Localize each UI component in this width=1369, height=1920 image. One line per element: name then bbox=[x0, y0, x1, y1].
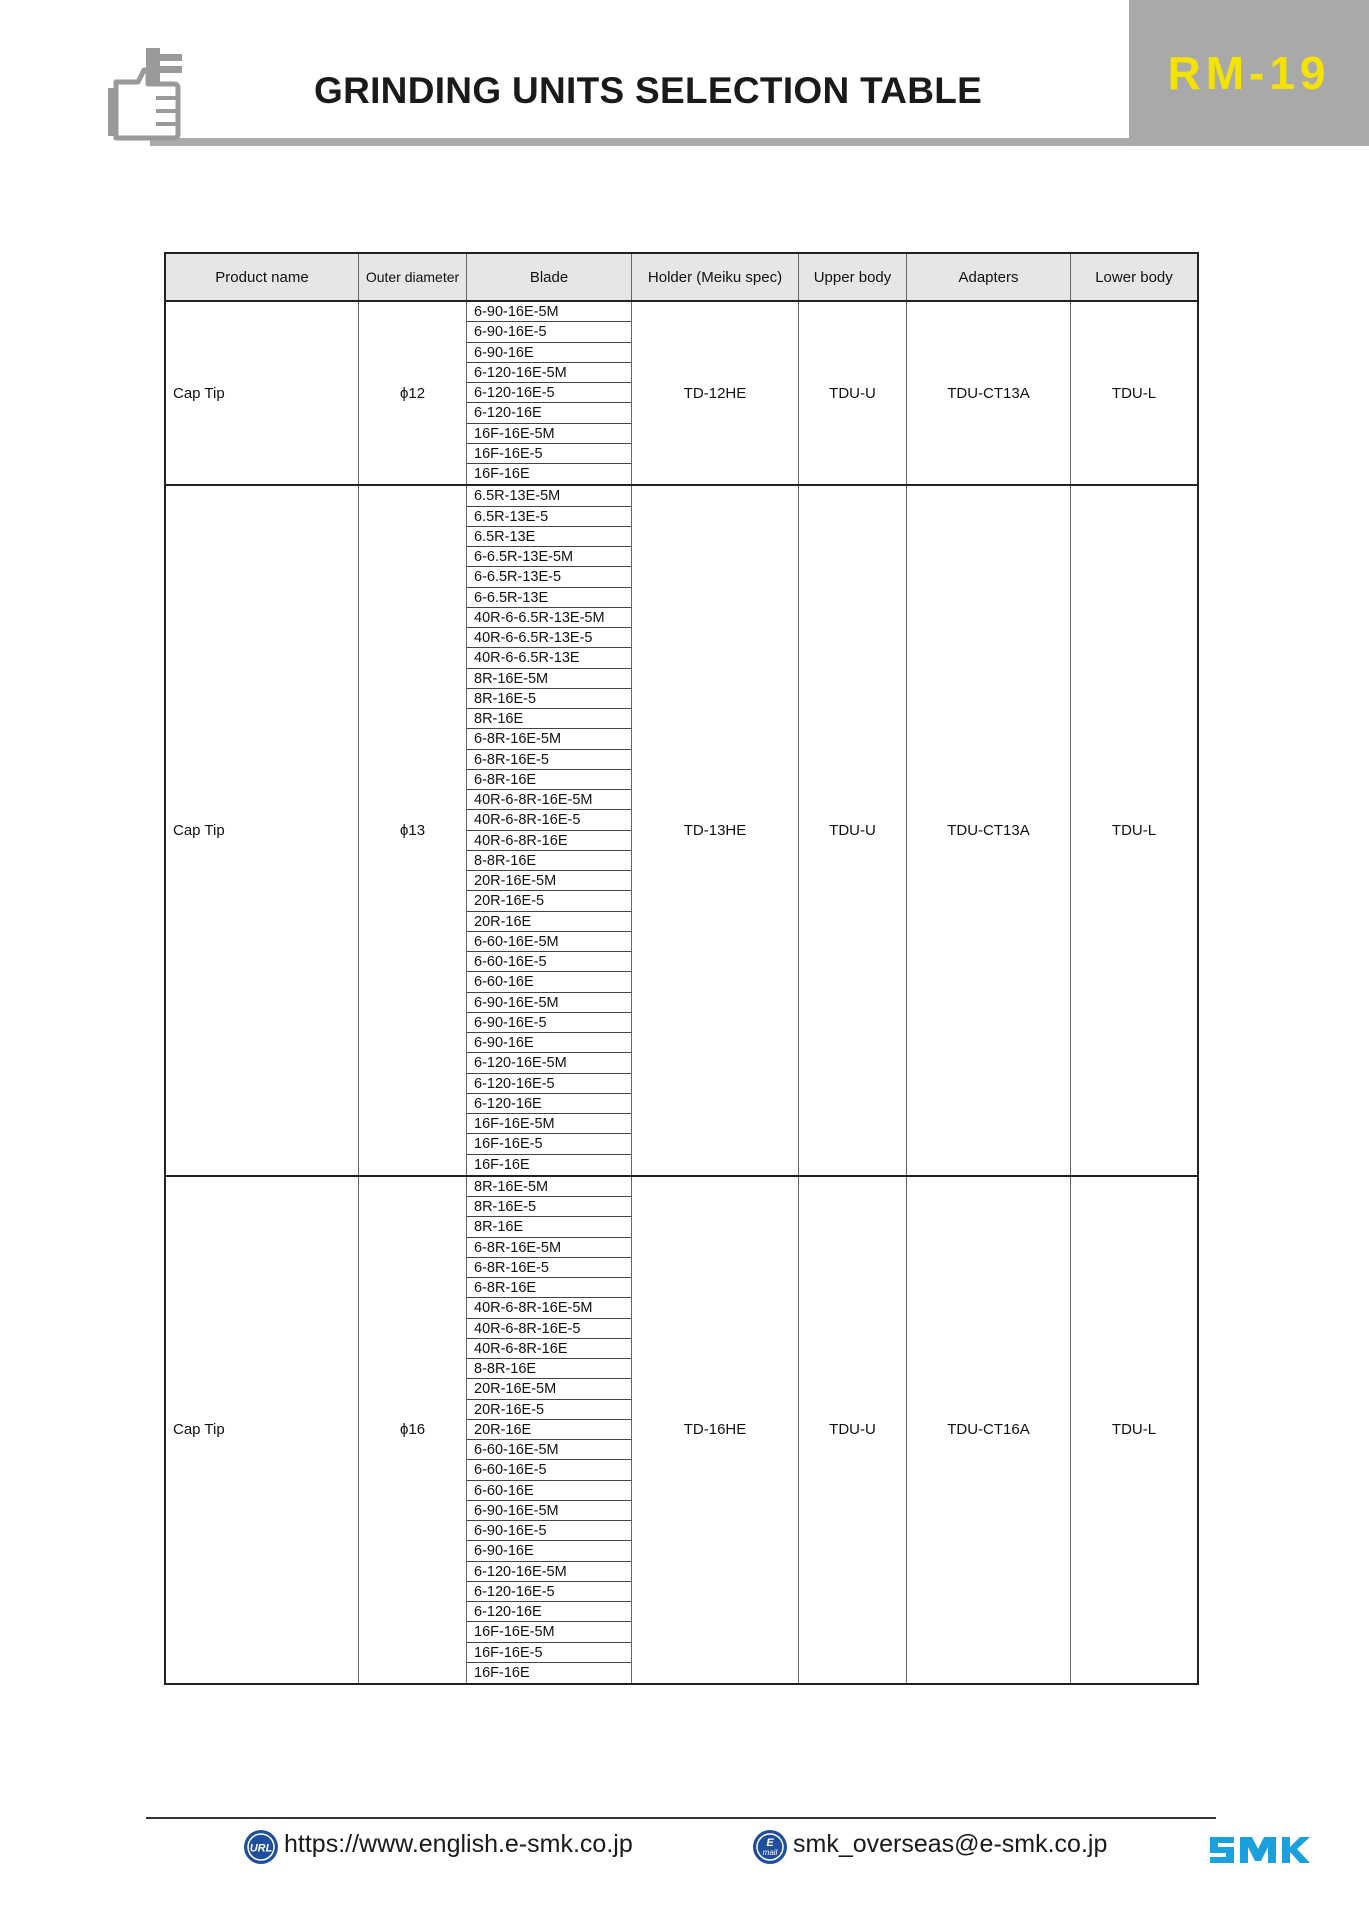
blade-item: 6-90-16E-5 bbox=[467, 1521, 631, 1541]
blade-item: 6-120-16E-5M bbox=[467, 1562, 631, 1582]
table-row-group bbox=[166, 486, 1197, 1177]
blade-item: 8R-16E-5M bbox=[467, 1177, 631, 1197]
blade-item: 40R-6-8R-16E-5 bbox=[467, 1319, 631, 1339]
blade-item: 6-8R-16E-5 bbox=[467, 750, 631, 770]
product-name-cell: Cap Tip bbox=[166, 302, 359, 484]
col-header-product-name: Product name bbox=[166, 254, 359, 300]
blade-item: 20R-16E-5M bbox=[467, 871, 631, 891]
blade-item: 40R-6-8R-16E-5M bbox=[467, 790, 631, 810]
blade-item: 6-120-16E bbox=[467, 403, 631, 423]
blade-item: 6-120-16E-5M bbox=[467, 363, 631, 383]
product-name-cell: Cap Tip bbox=[166, 486, 359, 1175]
blade-item: 20R-16E-5 bbox=[467, 891, 631, 911]
blade-list-cell bbox=[467, 302, 632, 484]
svg-text:E: E bbox=[766, 1837, 774, 1849]
page-code-tab bbox=[1129, 0, 1369, 146]
blade-item: 40R-6-8R-16E bbox=[467, 1339, 631, 1359]
table-body bbox=[166, 302, 1197, 1683]
footer-rule bbox=[146, 1817, 1216, 1819]
blade-item: 6.5R-13E-5M bbox=[467, 486, 631, 506]
blade-item: 6-90-16E-5M bbox=[467, 1501, 631, 1521]
blade-item: 6.5R-13E-5 bbox=[467, 507, 631, 527]
blade-item: 6-8R-16E-5M bbox=[467, 729, 631, 749]
upper-body-cell: TDU-U bbox=[799, 486, 907, 1175]
blade-item: 6-8R-16E-5 bbox=[467, 1258, 631, 1278]
blade-item: 8R-16E-5 bbox=[467, 689, 631, 709]
adapter-cell: TDU-CT13A bbox=[907, 486, 1071, 1175]
col-header-adapters: Adapters bbox=[907, 254, 1071, 300]
blade-item: 20R-16E-5M bbox=[467, 1379, 631, 1399]
email-icon bbox=[752, 1829, 788, 1865]
blade-item: 16F-16E-5 bbox=[467, 1643, 631, 1663]
blade-item: 16F-16E bbox=[474, 1664, 530, 1681]
col-header-lower-body: Lower body bbox=[1095, 268, 1173, 286]
blade-item: 40R-6-8R-16E bbox=[467, 831, 631, 851]
blade-item: 8-8R-16E bbox=[467, 851, 631, 871]
lower-body-cell: TDU-L bbox=[1111, 822, 1157, 839]
blade-item: 6-6.5R-13E-5 bbox=[467, 567, 631, 587]
blade-item: 6-90-16E bbox=[467, 1033, 631, 1053]
blade-item: 6-90-16E-5M bbox=[467, 993, 631, 1013]
blade-item: 6-120-16E-5 bbox=[467, 1582, 631, 1602]
page-code: RM-19 bbox=[1167, 47, 1331, 99]
blade-item: 16F-16E bbox=[474, 466, 530, 482]
col-header-blade: Blade bbox=[467, 254, 632, 300]
blade-item: 6-90-16E-5 bbox=[467, 322, 631, 342]
holder-cell: TD-13HE bbox=[632, 486, 799, 1175]
blade-item: 40R-6-6.5R-13E-5 bbox=[467, 628, 631, 648]
col-header-holder: Holder (Meiku spec) bbox=[632, 254, 799, 300]
blade-item: 6-90-16E bbox=[467, 343, 631, 363]
table-row-group bbox=[166, 302, 1197, 486]
website-link[interactable]: https://www.english.e-smk.co.jp bbox=[284, 1830, 633, 1858]
url-globe-icon bbox=[243, 1829, 279, 1865]
blade-item: 20R-16E-5 bbox=[467, 1400, 631, 1420]
outer-diameter-cell: ϕ13 bbox=[359, 486, 467, 1175]
lower-body-cell: TDU-L bbox=[1111, 1421, 1157, 1439]
blade-item: 6-60-16E-5 bbox=[467, 1460, 631, 1480]
email-link[interactable]: smk_overseas@e-smk.co.jp bbox=[793, 1830, 1108, 1858]
blade-item: 8R-16E bbox=[467, 1217, 631, 1237]
adapter-cell: TDU-CT13A bbox=[907, 302, 1071, 484]
blade-item: 6.5R-13E bbox=[467, 527, 631, 547]
blade-item: 6-60-16E-5M bbox=[467, 932, 631, 952]
lower-body-cell: TDU-L bbox=[1111, 384, 1157, 402]
blade-item: 6-6.5R-13E-5M bbox=[467, 547, 631, 567]
blade-item: 6-120-16E-5 bbox=[467, 1074, 631, 1094]
blade-item: 8-8R-16E bbox=[467, 1359, 631, 1379]
blade-item: 16F-16E-5M bbox=[467, 1622, 631, 1642]
upper-body-cell: TDU-U bbox=[799, 1177, 907, 1683]
header-rule bbox=[150, 138, 1130, 146]
outer-diameter-cell: ϕ12 bbox=[359, 302, 467, 484]
blade-item: 40R-6-6.5R-13E bbox=[467, 648, 631, 668]
upper-body-cell: TDU-U bbox=[799, 302, 907, 484]
blade-item: 6-8R-16E bbox=[467, 1278, 631, 1298]
blade-item: 6-90-16E bbox=[467, 1541, 631, 1561]
adapter-cell: TDU-CT16A bbox=[907, 1177, 1071, 1683]
hand-thumb-icon bbox=[108, 48, 188, 148]
col-header-upper-body: Upper body bbox=[799, 254, 907, 300]
holder-cell: TD-16HE bbox=[632, 1177, 799, 1683]
blade-item: 6-8R-16E-5M bbox=[467, 1238, 631, 1258]
blade-item: 6-90-16E-5M bbox=[467, 302, 631, 322]
smk-logo bbox=[1208, 1833, 1312, 1867]
blade-item: 40R-6-6.5R-13E-5M bbox=[467, 608, 631, 628]
outer-diameter-cell: ϕ16 bbox=[359, 1177, 467, 1683]
blade-item: 6-120-16E bbox=[467, 1094, 631, 1114]
blade-item: 20R-16E bbox=[467, 1420, 631, 1440]
blade-item: 6-8R-16E bbox=[467, 770, 631, 790]
blade-item: 6-60-16E-5 bbox=[467, 952, 631, 972]
blade-item: 6-120-16E bbox=[467, 1602, 631, 1622]
blade-item: 16F-16E-5 bbox=[467, 444, 631, 464]
selection-table bbox=[164, 252, 1199, 1685]
blade-item: 20R-16E bbox=[467, 912, 631, 932]
blade-item: 6-90-16E-5 bbox=[467, 1013, 631, 1033]
col-header-outer-diameter: Outer diameter bbox=[359, 254, 467, 300]
blade-item: 6-6.5R-13E bbox=[467, 588, 631, 608]
blade-item: 40R-6-8R-16E-5 bbox=[467, 810, 631, 830]
blade-item: 16F-16E-5M bbox=[467, 1114, 631, 1134]
blade-item: 6-120-16E-5M bbox=[467, 1053, 631, 1073]
blade-list-cell bbox=[467, 1177, 632, 1683]
blade-item: 16F-16E-5M bbox=[467, 424, 631, 444]
svg-text:mail: mail bbox=[762, 1848, 778, 1857]
blade-item: 6-120-16E-5 bbox=[467, 383, 631, 403]
blade-item: 6-60-16E bbox=[467, 1481, 631, 1501]
blade-item: 6-60-16E bbox=[467, 972, 631, 992]
table-row-group bbox=[166, 1177, 1197, 1683]
blade-item: 16F-16E-5 bbox=[467, 1134, 631, 1154]
blade-item: 6-60-16E-5M bbox=[467, 1440, 631, 1460]
page-title: GRINDING UNITS SELECTION TABLE bbox=[314, 70, 983, 111]
blade-item: 8R-16E-5M bbox=[467, 669, 631, 689]
holder-cell: TD-12HE bbox=[632, 302, 799, 484]
svg-text:URL: URL bbox=[249, 1842, 273, 1855]
blade-list-cell bbox=[467, 486, 632, 1175]
table-header-row bbox=[166, 254, 1197, 302]
blade-item: 8R-16E bbox=[467, 709, 631, 729]
blade-item: 16F-16E bbox=[474, 1156, 530, 1173]
blade-item: 8R-16E-5 bbox=[467, 1197, 631, 1217]
blade-item: 40R-6-8R-16E-5M bbox=[467, 1298, 631, 1318]
product-name-cell: Cap Tip bbox=[166, 1177, 359, 1683]
